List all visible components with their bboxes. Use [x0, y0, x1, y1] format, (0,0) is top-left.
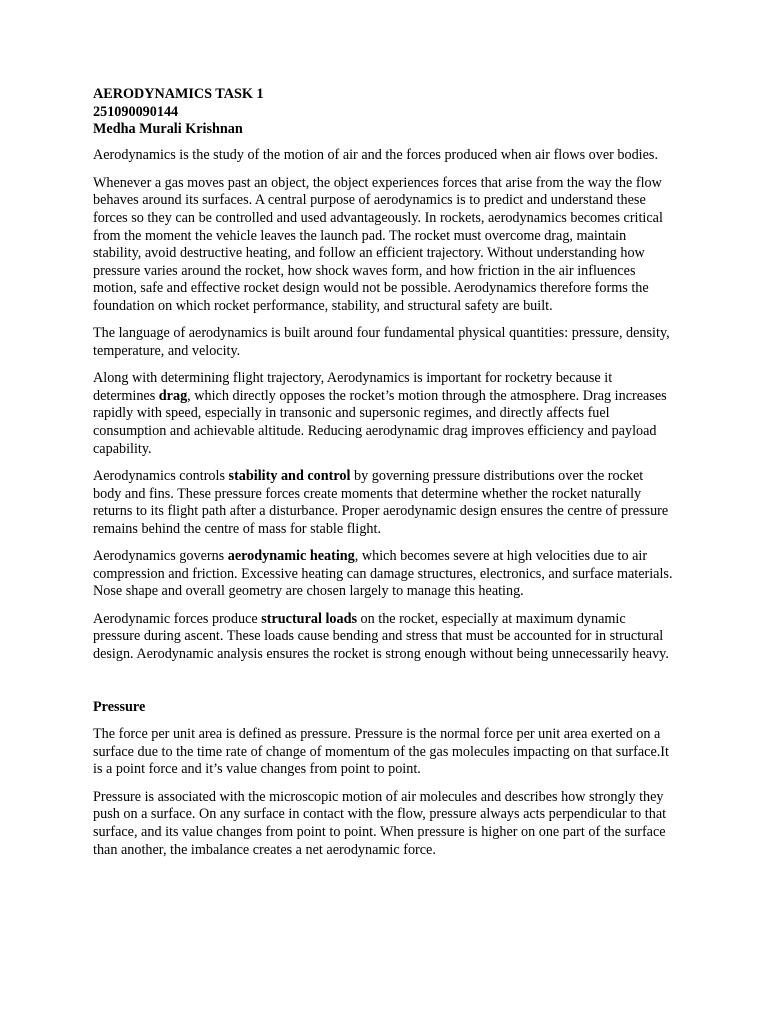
- drag-paragraph-text-2: , which directly opposes the rocket’s motion through the atmosphere. Drag increases rapidly with speed, especially in transonic and supersonic regimes, and directly affects fuel consumption and achievable altitude. Reducing aerodynamic drag improves efficiency and payload capability.: [93, 387, 667, 457]
- stability-paragraph-text-1: Aerodynamics controls: [93, 468, 229, 485]
- heating-paragraph: [93, 548, 675, 601]
- structural-loads-paragraph-text-1: Aerodynamic forces produce: [93, 610, 262, 627]
- intro-paragraph-2: Whenever a gas moves past an object, the object experiences forces that arise from the way the flow behaves around its surfaces. A central purpose of aerodynamics is to predict and understand these forces so they can be controlled and used advantageously. In rockets, aerodynamics becomes critical from the moment the vehicle leaves the launch pad. The rocket must overcome drag, maintain stability, avoid destructive heating, and follow an efficient trajectory. Without understanding how pressure varies around the rocket, how shock waves form, and how friction in the air influences motion, safe and effective rocket design would not be possible. Aerodynamics therefore forms the foundation on which rocket performance, stability, and structural safety are built.: [93, 174, 663, 314]
- heating-paragraph-text-2: , which becomes severe at high velocities due to air compression and friction. Excessive heating can damage structures, electronics, and surface materials. Nose shape and overall geometry are chosen largely to manage this heating.: [93, 548, 673, 600]
- structural-loads-keyword: structural loads: [261, 610, 357, 627]
- drag-paragraph-text-1: Along with determining flight trajectory, Aerodynamics is important for rocketry because it determines: [93, 370, 613, 404]
- document-title: AERODYNAMICS TASK 1: [93, 86, 264, 102]
- intro-paragraph-3: The language of aerodynamics is built around four fundamental physical quantities: pressure, density, temperature, and velocity.: [93, 325, 670, 359]
- student-id: 251090090144: [93, 103, 179, 120]
- stability-paragraph-text-2: by governing pressure distributions over the rocket body and fins. These pressure forces create moments that determine whether the rocket naturally returns to its flight path after a disturbance. Proper aerodynamic design ensures the centre of pressure remains behind the centre of mass for stable flight.: [93, 468, 669, 537]
- structural-loads-paragraph-text-2: on the rocket, especially at maximum dynamic pressure during ascent. These loads cause bending and stress that must be accounted for in structural design. Aerodynamic analysis ensures the rocket is strong enough without being unnecessarily heavy.: [93, 610, 669, 662]
- author-name: Medha Murali Krishnan: [93, 121, 243, 138]
- document-page: [93, 86, 675, 859]
- drag-paragraph: [93, 370, 675, 458]
- intro-paragraph-1: Aerodynamics is the study of the motion of air and the forces produced when air flows over bodies.: [93, 147, 658, 164]
- pressure-paragraph-1: The force per unit area is defined as pressure. Pressure is the normal force per unit area exerted on a surface due to the time rate of change of momentum of the gas molecules impacting on that surface.It is a point force and it’s value changes from point to point.: [93, 726, 669, 778]
- structural-loads-paragraph: [93, 611, 675, 664]
- stability-keyword: stability and control: [228, 468, 351, 485]
- drag-keyword: drag: [158, 387, 188, 404]
- pressure-paragraph-2: Pressure is associated with the microscopic motion of air molecules and describes how strongly they push on a surface. On any surface in contact with the flow, pressure always acts perpendicular to that surface, and its value changes from point to point. When pressure is higher on one part of the surface than another, the imbalance creates a net aerodynamic force.: [93, 788, 667, 858]
- heating-keyword: aerodynamic heating: [227, 548, 355, 565]
- stability-paragraph: [93, 468, 675, 538]
- heating-paragraph-text-1: Aerodynamics governs: [93, 548, 228, 565]
- pressure-heading: Pressure: [93, 698, 146, 715]
